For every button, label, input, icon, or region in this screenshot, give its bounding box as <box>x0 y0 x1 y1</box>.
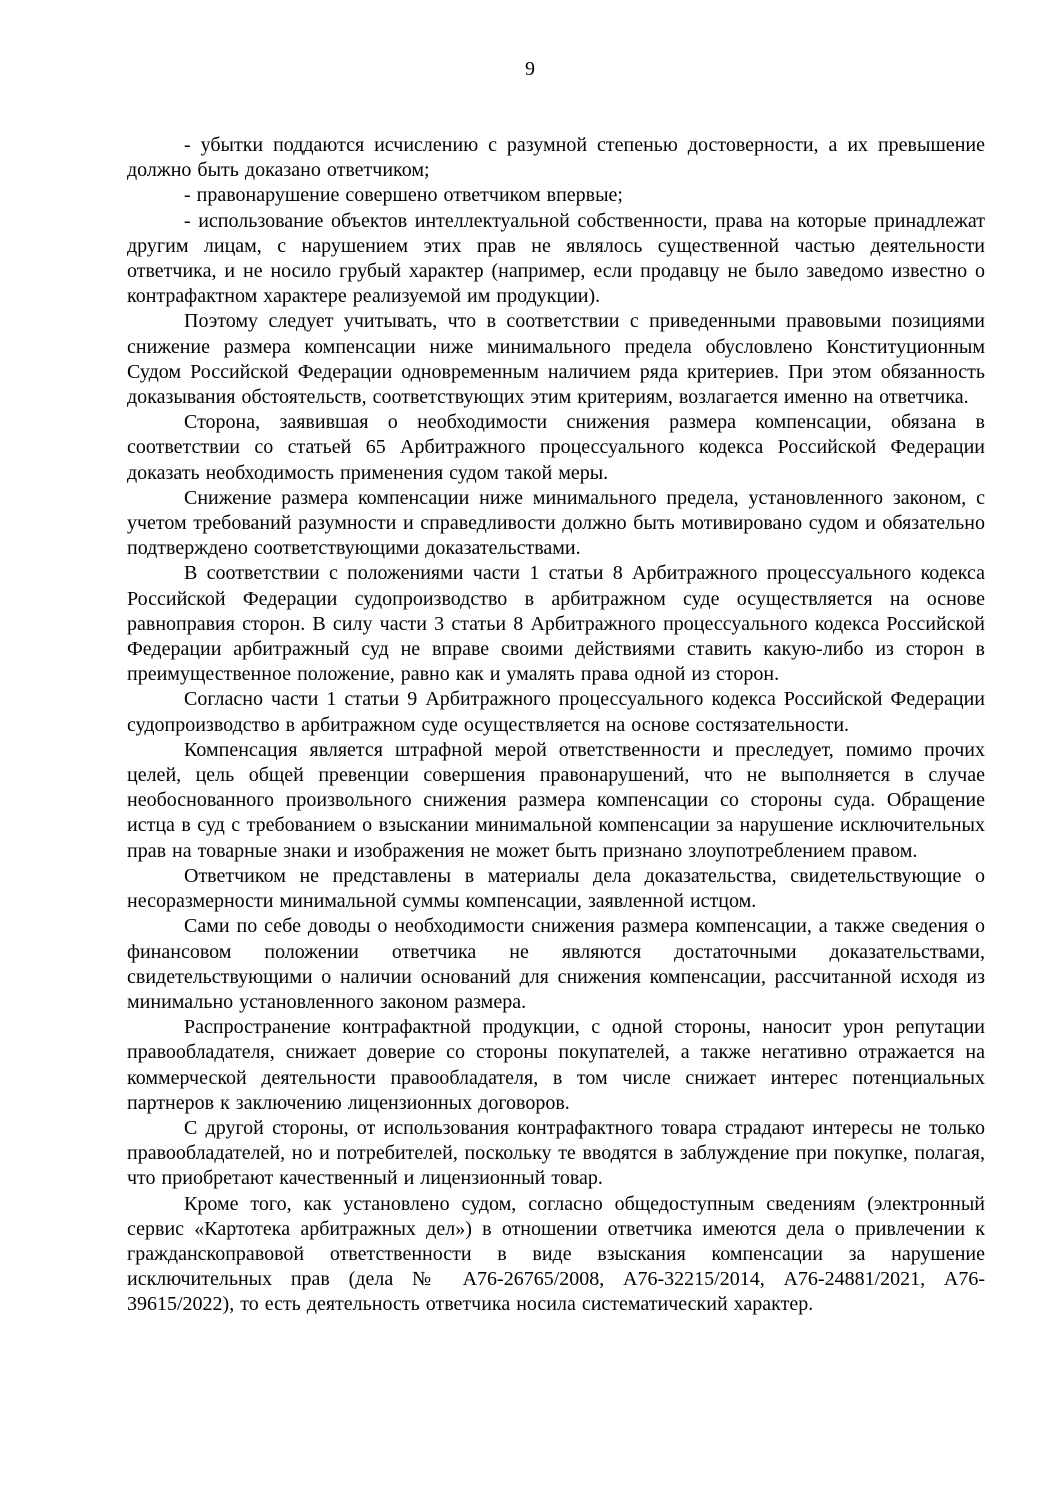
paragraph: Распространение контрафактной продукции, с одной стороны, наносит урон репутации правообладателя, снижает доверие со стороны покупателей, а также негативно отражается на коммерческой деятельности правообладателя, в том числе снижает интерес потенциальных партнеров к заключению лицензионных договоров. <box>127 1016 985 1114</box>
paragraph: - убытки поддаются исчислению с разумной степенью достоверности, а их превышение должно быть доказано ответчиком; <box>127 134 985 182</box>
page-number: 9 <box>525 58 535 80</box>
document-body <box>127 133 985 1318</box>
paragraph: В соответствии с положениями части 1 статьи 8 Арбитражного процессуального кодекса Российской Федерации судопроизводство в арбитражном суде осуществляется на основе равноправия сторон. В силу части 3 статьи 8 Арбитражного процессуального кодекса Российской Федерации арбитражный суд не вправе своими действиями ставить какую-либо из сторон в преимущественное положение, равно как и умалять права одной из сторон. <box>127 562 985 686</box>
paragraph: Сторона, заявившая о необходимости снижения размера компенсации, обязана в соответствии со статьей 65 Арбитражного процессуального кодекса Российской Федерации доказать необходимость применения судом такой меры. <box>127 411 985 484</box>
paragraph: Сами по себе доводы о необходимости снижения размера компенсации, а также сведения о финансовом положении ответчика не являются достаточными доказательствами, свидетельствующими о наличии оснований для снижения компенсации, рассчитанной исходя из минимально установленного законом размера. <box>127 915 985 1013</box>
paragraph: Снижение размера компенсации ниже минимального предела, установленного законом, с учетом требований разумности и справедливости должно быть мотивировано судом и обязательно подтверждено соответствующими доказательствами. <box>127 486 985 560</box>
paragraph: Компенсация является штрафной мерой ответственности и преследует, помимо прочих целей, цель общей превенции совершения правонарушений, что не выполняется в случае необоснованного произвольного снижения размера компенсации со стороны суда. Обращение истца в суд с требованием о взыскании минимальной компенсации за нарушение исключительных прав на товарные знаки и изображения не может быть признано злоупотреблением правом. <box>127 738 985 862</box>
paragraph: Согласно части 1 статьи 9 Арбитражного процессуального кодекса Российской Федерации судопроизводство в арбитражном суде осуществляется на основе состязательности. <box>127 688 985 736</box>
paragraph: Поэтому следует учитывать, что в соответствии с приведенными правовыми позициями снижение размера компенсации ниже минимального предела обусловлено Конституционным Судом Российской Федерации одновременным наличием ряда критериев. При этом обязанность доказывания обстоятельств, соответствующих этим критериям, возлагается именно на ответчика. <box>127 310 985 409</box>
paragraph: - использование объектов интеллектуальной собственности, права на которые принадлежат другим лицам, с нарушением этих прав не являлось существенной частью деятельности ответчика, и не носило грубый характер (например, если продавцу не было заведомо известно о контрафактном характере реализуемой им продукции). <box>127 209 985 308</box>
paragraph: - правонарушение совершено ответчиком впервые; <box>184 184 623 207</box>
paragraph: Кроме того, как установлено судом, согласно общедоступным сведениям (электронный сервис «Картотека арбитражных дел») в отношении ответчика имеются дела о привлечении к гражданскоправовой ответственности в виде взыскания компенсации за нарушение исключительных прав (дела № А76-26765/2008, А76-32215/2014, А76-24881/2021, А76-39615/2022), то есть деятельность ответчика носила систематический характер. <box>127 1192 985 1316</box>
paragraph: Ответчиком не представлены в материалы дела доказательства, свидетельствующие о несоразмерности минимальной суммы компенсации, заявленной истцом. <box>127 864 985 913</box>
paragraph: С другой стороны, от использования контрафактного товара страдают интересы не только правообладателей, но и потребителей, поскольку те вводятся в заблуждение при покупке, полагая, что приобретают качественный и лицензионный товар. <box>127 1116 985 1190</box>
